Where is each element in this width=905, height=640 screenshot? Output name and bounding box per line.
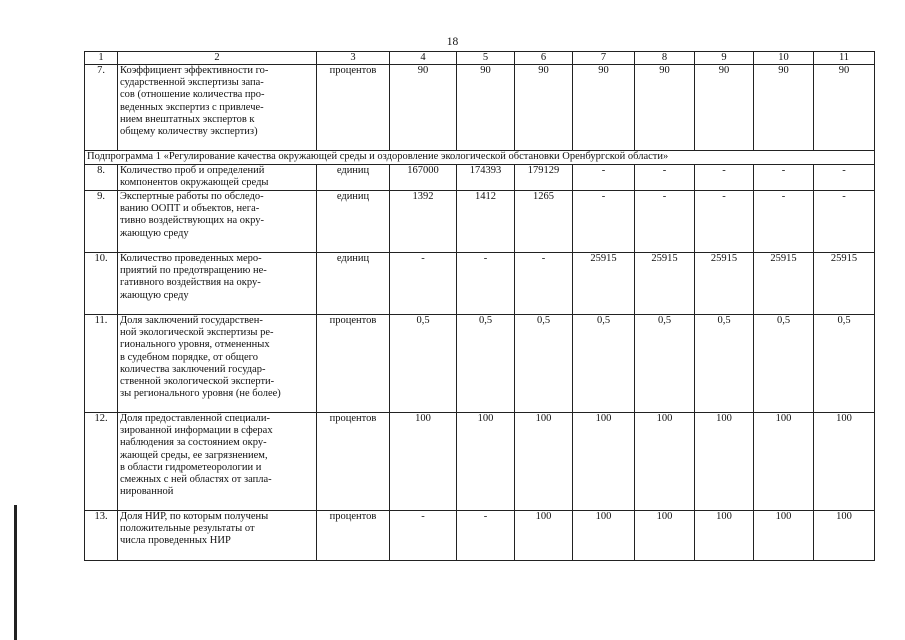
- row-number: 12.: [85, 413, 118, 511]
- value-cell: 0,5: [814, 315, 875, 413]
- row-number: 7.: [85, 65, 118, 151]
- value-cell: -: [573, 165, 635, 191]
- indicator-name: [118, 413, 317, 511]
- value-cell: -: [390, 253, 457, 315]
- value-cell: -: [814, 191, 875, 253]
- value-cell: -: [457, 253, 515, 315]
- unit-cell: процентов: [317, 315, 390, 413]
- indicator-name-line: Доля заключений государствен-: [120, 315, 263, 326]
- indicator-name: [118, 511, 317, 561]
- value-cell: 0,5: [695, 315, 754, 413]
- table-row: [85, 315, 875, 413]
- column-number-cell: 9: [695, 52, 754, 65]
- value-cell: 100: [573, 413, 635, 511]
- value-cell: 0,5: [390, 315, 457, 413]
- table-row: [85, 253, 875, 315]
- row-number: 10.: [85, 253, 118, 315]
- value-cell: 90: [635, 65, 695, 151]
- value-cell: -: [695, 165, 754, 191]
- value-cell: 174393: [457, 165, 515, 191]
- unit-cell: процентов: [317, 511, 390, 561]
- indicator-name-line: в судебном порядке, от общего: [120, 351, 258, 363]
- indicator-name: [118, 165, 317, 191]
- value-cell: 90: [695, 65, 754, 151]
- table-row: [85, 165, 875, 191]
- column-number-cell: 10: [754, 52, 814, 65]
- value-cell: 100: [515, 413, 573, 511]
- value-cell: 0,5: [457, 315, 515, 413]
- column-number-cell: 4: [390, 52, 457, 65]
- indicator-name-line: нием внештатных экспертов к: [120, 113, 255, 125]
- value-cell: -: [754, 191, 814, 253]
- page-number: 18: [446, 36, 459, 48]
- value-cell: 90: [390, 65, 457, 151]
- indicator-name: [118, 315, 317, 413]
- value-cell: -: [635, 165, 695, 191]
- value-cell: 25915: [695, 253, 754, 315]
- subprogram-row: [85, 151, 875, 165]
- indicator-name-line: числа проведенных НИР: [120, 535, 231, 547]
- indicator-name-line: ванию ООПТ и объектов, нега-: [120, 203, 260, 215]
- indicator-name-line: Доля предоставленной специали-: [120, 413, 270, 424]
- value-cell: 25915: [814, 253, 875, 315]
- value-cell: 25915: [754, 253, 814, 315]
- indicator-name-line: Коэффициент эффективности го-: [120, 65, 269, 76]
- row-number: 9.: [85, 191, 118, 253]
- indicator-name-line: сударственной экспертизы запа-: [120, 77, 264, 89]
- indicator-name: [118, 65, 317, 151]
- unit-cell: единиц: [317, 191, 390, 253]
- column-number-cell: 11: [814, 52, 875, 65]
- value-cell: 0,5: [635, 315, 695, 413]
- value-cell: 100: [754, 511, 814, 561]
- value-cell: 0,5: [573, 315, 635, 413]
- indicator-name-line: Количество проб и определений: [120, 165, 265, 176]
- unit-cell: процентов: [317, 413, 390, 511]
- subprogram-title: Подпрограмма 1 «Регулирование качества окружающей среды и оздоровление экологической обстановки Оренбургской области»: [85, 151, 875, 165]
- value-cell: 0,5: [515, 315, 573, 413]
- indicators-table: [84, 51, 875, 561]
- indicator-name-line: веденных экспертиз с привлече-: [120, 101, 264, 113]
- value-cell: 0,5: [754, 315, 814, 413]
- indicator-name-line: тивно воздействующих на окру-: [120, 215, 265, 227]
- value-cell: 179129: [515, 165, 573, 191]
- value-cell: 90: [515, 65, 573, 151]
- value-cell: 25915: [635, 253, 695, 315]
- value-cell: -: [573, 191, 635, 253]
- column-number-cell: 1: [85, 52, 118, 65]
- value-cell: -: [695, 191, 754, 253]
- unit-cell: процентов: [317, 65, 390, 151]
- indicator-name-line: ственной экологической эксперти-: [120, 376, 275, 388]
- indicator-name: [118, 253, 317, 315]
- indicator-name-line: сов (отношение количества про-: [120, 89, 265, 101]
- value-cell: 100: [635, 511, 695, 561]
- indicator-name-line: общему количеству экспертиз): [120, 126, 258, 138]
- indicator-name-line: Количество проведенных меро-: [120, 253, 262, 264]
- value-cell: -: [390, 511, 457, 561]
- indicator-name-line: зы регионального уровня (не более): [120, 388, 281, 400]
- value-cell: -: [457, 511, 515, 561]
- value-cell: 1412: [457, 191, 515, 253]
- column-number-cell: 6: [515, 52, 573, 65]
- indicator-name-line: количества заключений государ-: [120, 363, 266, 375]
- indicator-name-line: гионального уровня, отмененных: [120, 339, 270, 351]
- indicator-name-line: гативного воздействия на окру-: [120, 277, 261, 289]
- indicator-name-line: зированной информации в сферах: [120, 425, 273, 437]
- column-number-cell: 5: [457, 52, 515, 65]
- unit-cell: единиц: [317, 253, 390, 315]
- value-cell: 1265: [515, 191, 573, 253]
- column-number-row: [85, 52, 875, 65]
- indicator-name-line: жающую среду: [120, 289, 189, 301]
- scan-edge-mark: [14, 505, 17, 640]
- value-cell: 100: [635, 413, 695, 511]
- value-cell: 100: [814, 413, 875, 511]
- indicator-name-line: приятий по предотвращению не-: [120, 265, 267, 277]
- indicator-name-line: компонентов окружающей среды: [120, 177, 269, 189]
- indicator-name-line: положительные результаты от: [120, 523, 255, 535]
- indicator-name-line: Доля НИР, по которым получены: [120, 511, 269, 522]
- value-cell: 100: [573, 511, 635, 561]
- column-number-cell: 8: [635, 52, 695, 65]
- row-number: 11.: [85, 315, 118, 413]
- indicator-name-line: в области гидрометеорологии и: [120, 461, 262, 473]
- value-cell: 90: [457, 65, 515, 151]
- indicator-name-line: наблюдения за состоянием окру-: [120, 437, 267, 449]
- value-cell: 25915: [573, 253, 635, 315]
- value-cell: 1392: [390, 191, 457, 253]
- value-cell: -: [814, 165, 875, 191]
- value-cell: 100: [695, 413, 754, 511]
- table-row: [85, 191, 875, 253]
- value-cell: 167000: [390, 165, 457, 191]
- value-cell: -: [635, 191, 695, 253]
- value-cell: 100: [390, 413, 457, 511]
- indicator-name-line: смежных с ней областях от запла-: [120, 474, 272, 486]
- indicator-name-line: жающую среду: [120, 227, 189, 239]
- value-cell: 90: [573, 65, 635, 151]
- column-number-cell: 7: [573, 52, 635, 65]
- row-number: 13.: [85, 511, 118, 561]
- indicator-name: [118, 191, 317, 253]
- table-body: [85, 52, 875, 561]
- indicator-name-line: нированной: [120, 486, 174, 498]
- value-cell: -: [754, 165, 814, 191]
- row-number: 8.: [85, 165, 118, 191]
- table-row: [85, 65, 875, 151]
- unit-cell: единиц: [317, 165, 390, 191]
- indicator-name-line: ной экологической экспертизы ре-: [120, 327, 274, 339]
- value-cell: 90: [814, 65, 875, 151]
- table-row: [85, 511, 875, 561]
- column-number-cell: 2: [118, 52, 317, 65]
- value-cell: 100: [814, 511, 875, 561]
- value-cell: 100: [515, 511, 573, 561]
- value-cell: 100: [695, 511, 754, 561]
- value-cell: 100: [457, 413, 515, 511]
- column-number-cell: 3: [317, 52, 390, 65]
- indicator-name-line: Экспертные работы по обследо-: [120, 191, 264, 202]
- value-cell: -: [515, 253, 573, 315]
- indicator-name-line: жающей среды, ее загрязнением,: [120, 449, 268, 461]
- value-cell: 100: [754, 413, 814, 511]
- value-cell: 90: [754, 65, 814, 151]
- table-row: [85, 413, 875, 511]
